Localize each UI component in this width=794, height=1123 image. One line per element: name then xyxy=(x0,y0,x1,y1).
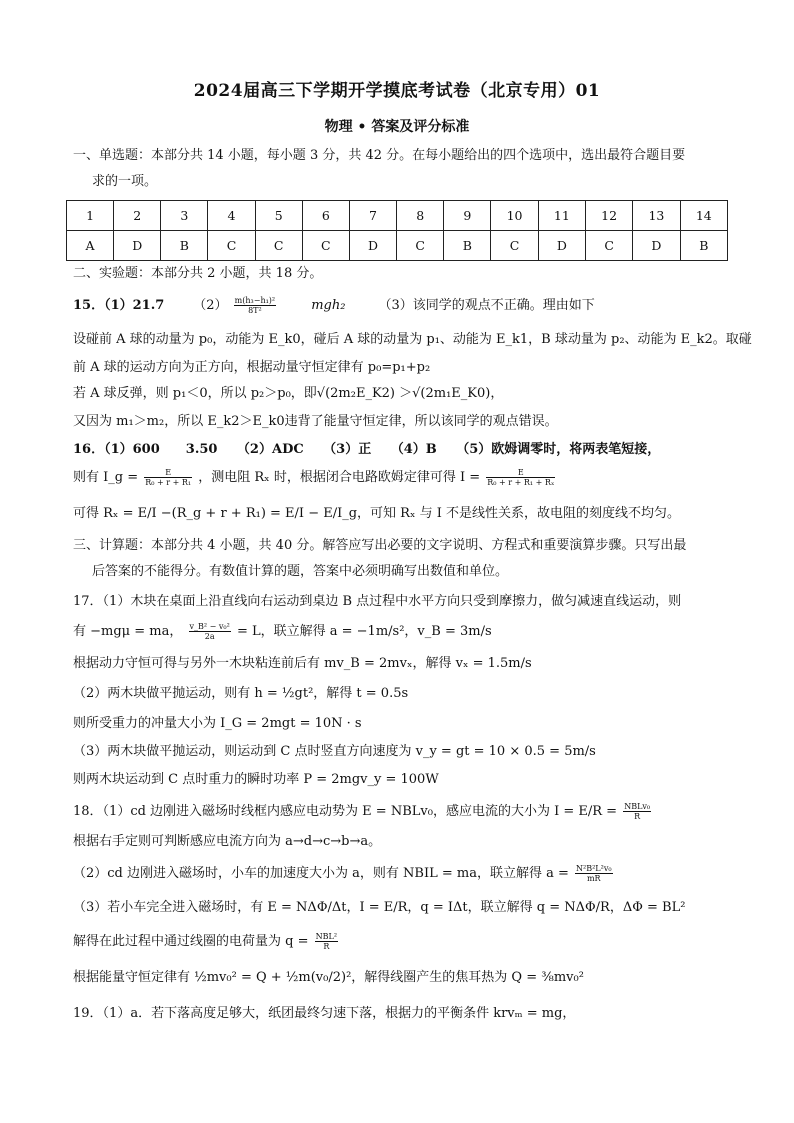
fraction-denominator: R₀ + r + R₁ + Rₓ xyxy=(487,478,555,487)
q15-line5: 又因为 m₁＞m₂，所以 E_k2＞E_k0违背了能量守恒定律，所以该同学的观点错误。 xyxy=(73,414,558,429)
fraction-denominator: R₀ + r + R₁ xyxy=(145,478,192,487)
page-subtitle: 物理 • 答案及评分标准 xyxy=(324,119,470,135)
q18-fraction-3 xyxy=(315,932,338,951)
q16-formula: 可得 Rₓ = E/I −(R_g + r + R₁) = E/I − E/I_g xyxy=(73,506,358,521)
q18-line3 xyxy=(73,864,615,884)
fraction-denominator: mR xyxy=(586,874,601,883)
q16-text-a: 则有 I_g = xyxy=(73,470,143,485)
question-number: 6 xyxy=(302,201,349,231)
question-number: 11 xyxy=(538,201,585,231)
question-number: 10 xyxy=(491,201,538,231)
q15-line1 xyxy=(73,296,595,316)
q17-line3: 根据动力守恒可得与另外一木块粘连前后有 mv_B = 2mvₓ，解得 vₓ = 1.5m/s xyxy=(73,656,532,671)
q15-line3: 前 A 球的运动方向为正方向，根据动量守恒定律有 p₀=p₁+p₂ xyxy=(73,360,431,375)
section1-heading: 一、单选题：本部分共 14 小题，每小题 3 分，共 42 分。在每小题给出的四个选项中，选出最符合题目要 xyxy=(73,148,686,163)
q17-line2 xyxy=(73,622,492,642)
q18-text-c: 解得在此过程中通过线圈的电荷量为 q = xyxy=(73,934,313,949)
q18-line5 xyxy=(73,932,340,952)
q15-answer-2b: mgh₂ xyxy=(311,298,346,313)
q18-line6: 根据能量守恒定律有 ½mv₀² = Q + ½m(v₀/2)²，解得线圈产生的焦耳热为 Q = ⅜mv₀² xyxy=(73,970,584,985)
answer-cell: C xyxy=(491,231,538,261)
q16-fraction-1 xyxy=(144,468,192,487)
answer-table-number-row xyxy=(67,201,728,231)
fraction-numerator: NBL² xyxy=(315,932,338,941)
answer-cell: A xyxy=(67,231,114,261)
page-title: 2024届高三下学期开学摸底考试卷（北京专用）01 xyxy=(193,81,601,101)
q16-fraction-2 xyxy=(486,468,555,487)
question-number: 1 xyxy=(67,201,114,231)
q18-line4: （3）若小车完全进入磁场时，有 E = NΔΦ/Δt，I = E/R，q = IΔt，联立解得 q = NΔΦ/R，ΔΦ = BL² xyxy=(73,900,686,915)
q18-line2: 根据右手定则可判断感应电流方向为 a→d→c→b→a。 xyxy=(73,834,382,849)
question-number: 12 xyxy=(585,201,632,231)
answer-cell: D xyxy=(349,231,396,261)
fraction-numerator: N²B²L²v₀ xyxy=(576,864,612,873)
fraction-numerator: m(h₃−h₁)² xyxy=(234,296,276,305)
q18-fraction-1 xyxy=(623,802,651,821)
q18-fraction-2 xyxy=(575,864,613,883)
section3-heading: 三、计算题：本部分共 4 小题，共 40 分。解答应写出必要的文字说明、方程式和重要演算步骤。只写出最 xyxy=(73,538,687,553)
q17-line1: 17．（1）木块在桌面上沿直线向右运动到桌边 B 点过程中水平方向只受到摩擦力，做匀减速直线运动，则 xyxy=(73,594,682,609)
question-number: 3 xyxy=(161,201,208,231)
fraction-numerator: NBLv₀ xyxy=(624,802,651,811)
answer-cell: D xyxy=(114,231,161,261)
fraction-denominator: R xyxy=(634,812,641,821)
fraction-numerator: E xyxy=(144,468,192,478)
q16-line1: 16．（1）600 3.50 （2）ADC （3）正 （4）B （5）欧姆调零时，将两表笔短接， xyxy=(73,442,661,457)
q15-answer-3: （3）该同学的观点不正确。理由如下 xyxy=(378,298,595,313)
q18-line1 xyxy=(73,802,653,822)
answer-cell: B xyxy=(161,231,208,261)
section1-heading-cont: 求的一项。 xyxy=(92,174,158,189)
question-number: 13 xyxy=(633,201,680,231)
question-number: 9 xyxy=(444,201,491,231)
q17-line7: 则两木块运动到 C 点时重力的瞬时功率 P = 2mgv_y = 100W xyxy=(73,772,439,787)
q16-text-b: ，测电阻 Rₓ 时，根据闭合电路欧姆定律可得 I = xyxy=(198,470,485,485)
question-number: 5 xyxy=(255,201,302,231)
q17-text-a: 有 −mgμ = ma， xyxy=(73,624,183,639)
fraction-numerator: E xyxy=(486,468,555,478)
q16-conclusion: ，可知 Rₓ 与 I 不是线性关系，故电阻的刻度线不均匀。 xyxy=(357,506,681,521)
answer-cell: D xyxy=(633,231,680,261)
answer-cell: C xyxy=(208,231,255,261)
q15-part2-label: （2） xyxy=(193,298,228,313)
section2-heading: 二、实验题：本部分共 2 小题，共 18 分。 xyxy=(73,266,323,281)
answer-cell: D xyxy=(538,231,585,261)
question-number: 4 xyxy=(208,201,255,231)
fraction-denominator: R xyxy=(323,942,330,951)
q17-line4: （2）两木块做平抛运动，则有 h = ½gt²，解得 t = 0.5s xyxy=(73,686,409,701)
q18-text-b: （2）cd 边刚进入磁场时，小车的加速度大小为 a，则有 NBIL = ma，联立解得 a = xyxy=(73,866,573,881)
section3-heading-cont: 后答案的不能得分。有数值计算的题，答案中必须明确写出数值和单位。 xyxy=(92,564,509,579)
question-number: 8 xyxy=(397,201,444,231)
q15-answer-1: 15．（1）21.7 xyxy=(73,298,165,313)
answer-cell: C xyxy=(255,231,302,261)
question-number: 2 xyxy=(114,201,161,231)
q17-line6: （3）两木块做平抛运动，则运动到 C 点时竖直方向速度为 v_y = gt = 10 × 0.5 = 5m/s xyxy=(73,744,596,759)
fraction-denominator: 8T² xyxy=(248,306,262,315)
q19-line1: 19．（1）a．若下落高度足够大，纸团最终匀速下落，根据力的平衡条件 krvₘ = mg， xyxy=(73,1006,576,1021)
answer-cell: B xyxy=(444,231,491,261)
answer-cell: C xyxy=(302,231,349,261)
answer-cell: C xyxy=(397,231,444,261)
q16-line2 xyxy=(73,468,557,488)
q17-line5: 则所受重力的冲量大小为 I_G = 2mgt = 10N · s xyxy=(73,716,362,731)
q17-text-b: = L，联立解得 a = −1m/s²，v_B = 3m/s xyxy=(236,624,492,639)
q17-fraction xyxy=(189,622,231,641)
answer-table-answer-row xyxy=(67,231,728,261)
question-number: 7 xyxy=(349,201,396,231)
answer-cell: C xyxy=(585,231,632,261)
q18-text-a: 18．（1）cd 边刚进入磁场时线框内感应电动势为 E = NBLv₀，感应电流的大小为 I = E/R = xyxy=(73,804,622,819)
question-number: 14 xyxy=(680,201,727,231)
q16-line3 xyxy=(73,504,680,524)
q15-fraction xyxy=(234,296,276,315)
answer-table xyxy=(66,200,728,261)
fraction-numerator: v_B² − v₀² xyxy=(189,622,230,631)
answer-cell: B xyxy=(680,231,727,261)
fraction-denominator: 2a xyxy=(204,632,215,641)
q15-line2: 设碰前 A 球的动量为 p₀，动能为 E_k0，碰后 A 球的动量为 p₁、动能为 E_k1，B 球动量为 p₂、动能为 E_k2。取碰 xyxy=(73,332,752,347)
q15-line4: 若 A 球反弹，则 p₁＜0，所以 p₂＞p₀，即√(2m₂E_K2) ＞√(2m₁E_K0)， xyxy=(73,386,504,401)
